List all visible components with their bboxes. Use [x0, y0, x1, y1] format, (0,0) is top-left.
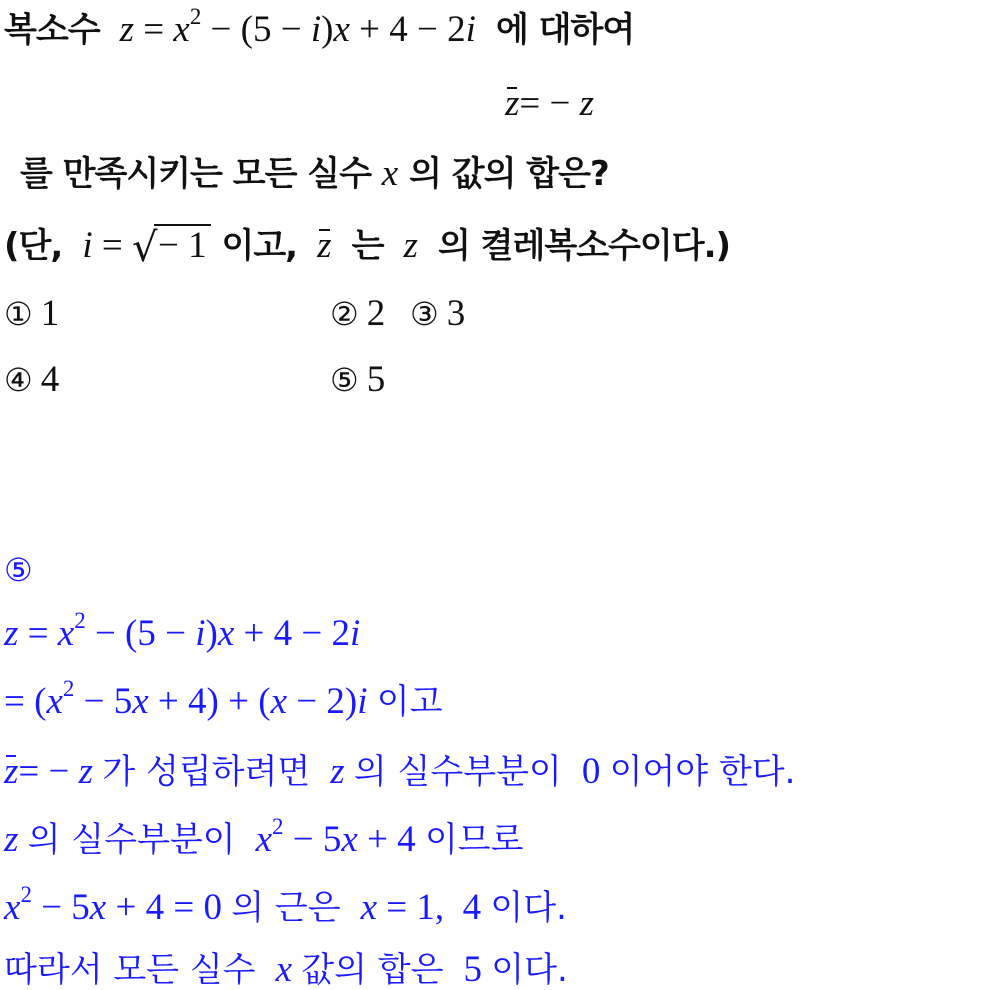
question-condition: (단, i = √ − 1 이고, z 는 z 의 켤레복소수이다.) — [4, 225, 731, 271]
solution-line-2: = $(x^2 - 5x + 4) + (x - 2)i$ 이고 — [4, 675, 443, 722]
question-equation-2: z= − z — [505, 83, 595, 124]
option-4[interactable]: ④ 4 — [4, 359, 60, 400]
solution-line-5: $x^2 - 5x + 4 = 0$ 의 근은 x = 1, 4 이다. — [4, 881, 567, 928]
question-line-3: 를 만족시키는 모든 실수 x 의 값의 합은? — [20, 153, 609, 194]
solution-line-1: $z = x^2 - (5 - i)x + 4 - 2i$ — [4, 607, 361, 654]
option-5[interactable]: ⑤ 5 — [330, 359, 386, 400]
solution-line-4: z 의 실수부분이 $x^2 - 5x + 4$ 이므로 — [4, 813, 524, 860]
question-line-1 — [4, 3, 635, 50]
question-prefix: 복소수 — [4, 10, 100, 50]
option-1[interactable]: ① 1 — [4, 293, 60, 334]
question-equation-1: $z = x^2 - (5 - i)x + 4 - 2i$ — [119, 3, 476, 50]
solution-line-6: 따라서 모든 실수 x 값의 합은 5 이다. — [4, 949, 568, 990]
option-3[interactable]: ③ 3 — [410, 293, 466, 334]
option-2[interactable]: ② 2 — [330, 293, 386, 334]
sqrt-expression: √ − 1 — [132, 224, 211, 266]
question-suffix: 에 대하여 — [495, 10, 635, 50]
solution-line-3: z= − z 가 성립하려면 z 의 실수부분이 0 이어야 한다. — [4, 751, 796, 792]
condition-prefix: (단, — [4, 226, 63, 266]
solution-answer: ⑤ — [4, 551, 33, 589]
